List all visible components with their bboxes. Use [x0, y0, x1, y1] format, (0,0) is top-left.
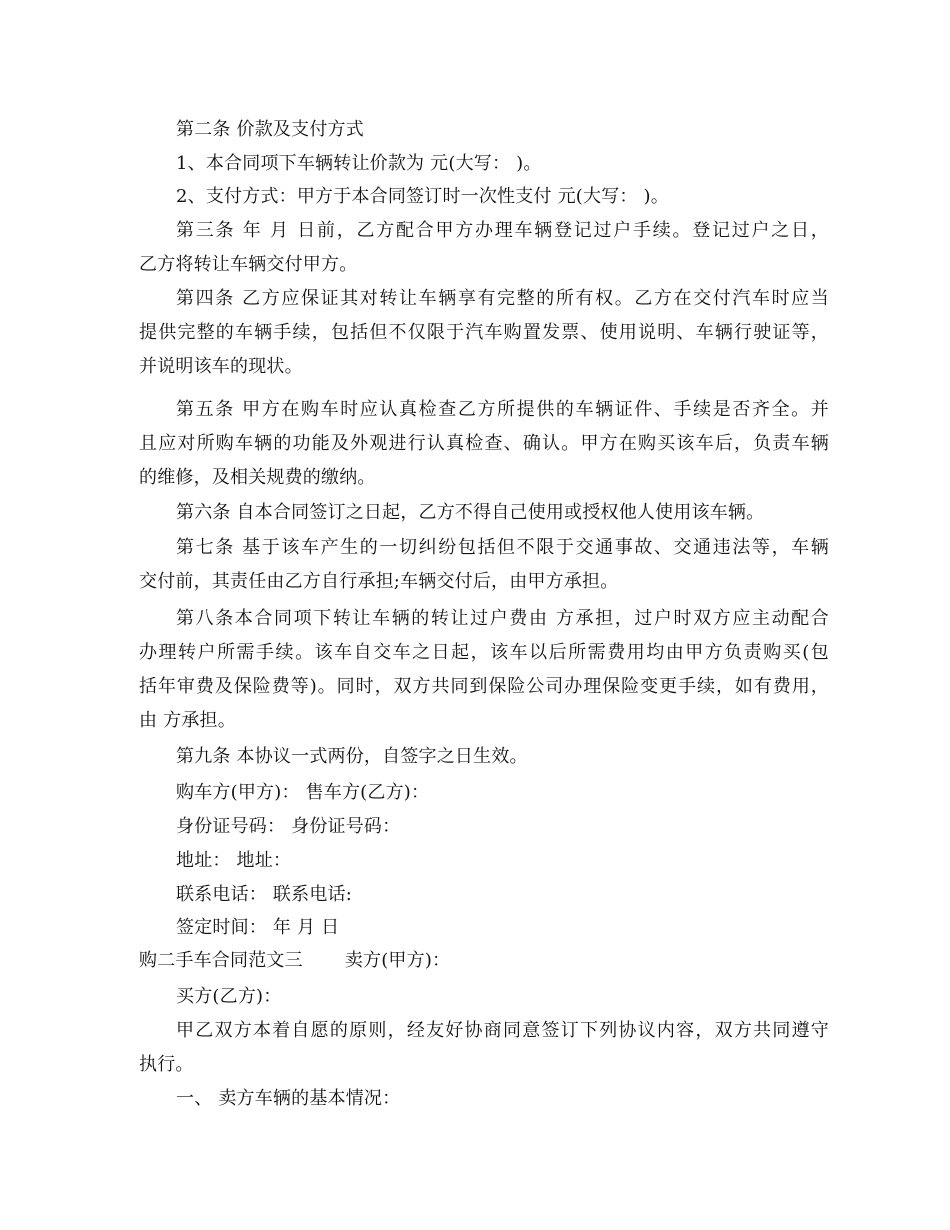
- address-labels: 地址： 地址：: [176, 850, 292, 871]
- article-4-line-3: 并说明该车的现状。: [139, 356, 303, 377]
- section-title-line: [139, 946, 829, 976]
- article-8-line-1: 第八条本合同项下转让车辆的转让过户费由 方承担，过户时双方应主动配合: [176, 608, 829, 629]
- article-2-heading: 第二条 价款及支付方式: [176, 119, 364, 140]
- article-8-line-4: 由 方承担。: [139, 710, 236, 731]
- article-3-line-1: 第三条 年 月 日前，乙方配合甲方办理车辆登记过户手续。登记过户之日，: [176, 220, 829, 241]
- article-8-line-2: 办理转户所需手续。该车自交车之日起，该车以后所需费用均由甲方负责购买(包: [139, 642, 829, 663]
- article-7-line-2: 交付前，其责任由乙方自行承担;车辆交付后，由甲方承担。: [139, 571, 619, 592]
- article-4-line-2: 提供完整的车辆手续，包括但不仅限于汽车购置发票、使用说明、车辆行驶证等，: [139, 322, 829, 343]
- article-8-line-3: 括年审费及保险费等)。同时，双方共同到保险公司办理保险变更手续，如有费用，: [139, 676, 829, 697]
- seller-vehicle-heading: 一、 卖方车辆的基本情况：: [176, 1088, 401, 1109]
- article-4-line-1: 第四条 乙方应保证其对转让车辆享有完整的所有权。乙方在交付汽车时应当: [176, 288, 829, 309]
- article-9: 第九条 本协议一式两份，自签字之日生效。: [176, 746, 528, 767]
- article-5-line-1: 第五条 甲方在购车时应认真检查乙方所提供的车辆证件、手续是否齐全。并: [176, 399, 829, 420]
- signing-date: 签定时间： 年 月 日: [176, 917, 340, 938]
- agreement-line-1: 甲乙双方本着自愿的原则，经友好协商同意签订下列协议内容，双方共同遵守: [176, 1020, 829, 1041]
- phone-labels: 联系电话： 联系电话:: [176, 884, 352, 905]
- price-clause: 1、本合同项下车辆转让价款为 元(大写： )。: [176, 153, 542, 174]
- party-labels: 购车方(甲方)： 售车方(乙方)：: [176, 782, 430, 803]
- buyer-label: 买方(乙方)：: [176, 986, 282, 1007]
- article-5-line-3: 的维修，及相关规费的缴纳。: [139, 467, 376, 488]
- article-6: 第六条 自本合同签订之日起，乙方不得自己使用或授权他人使用该车辆。: [176, 502, 765, 523]
- article-3-line-2: 乙方将转让车辆交付甲方。: [139, 254, 358, 275]
- payment-clause: 2、支付方式：甲方于本合同签订时一次性支付 元(大写： )。: [176, 186, 669, 207]
- article-5-line-2: 且应对所购车辆的功能及外观进行认真检查、确认。甲方在购买该车后，负责车辆: [139, 433, 829, 454]
- section-title: 购二手车合同范文三: [139, 950, 303, 971]
- article-7-line-1: 第七条 基于该车产生的一切纠纷包括但不限于交通事故、交通违法等，车辆: [176, 537, 829, 558]
- seller-label: 卖方(甲方)：: [344, 950, 451, 971]
- agreement-line-2: 执行。: [139, 1054, 194, 1075]
- id-number-labels: 身份证号码： 身份证号码：: [176, 816, 401, 837]
